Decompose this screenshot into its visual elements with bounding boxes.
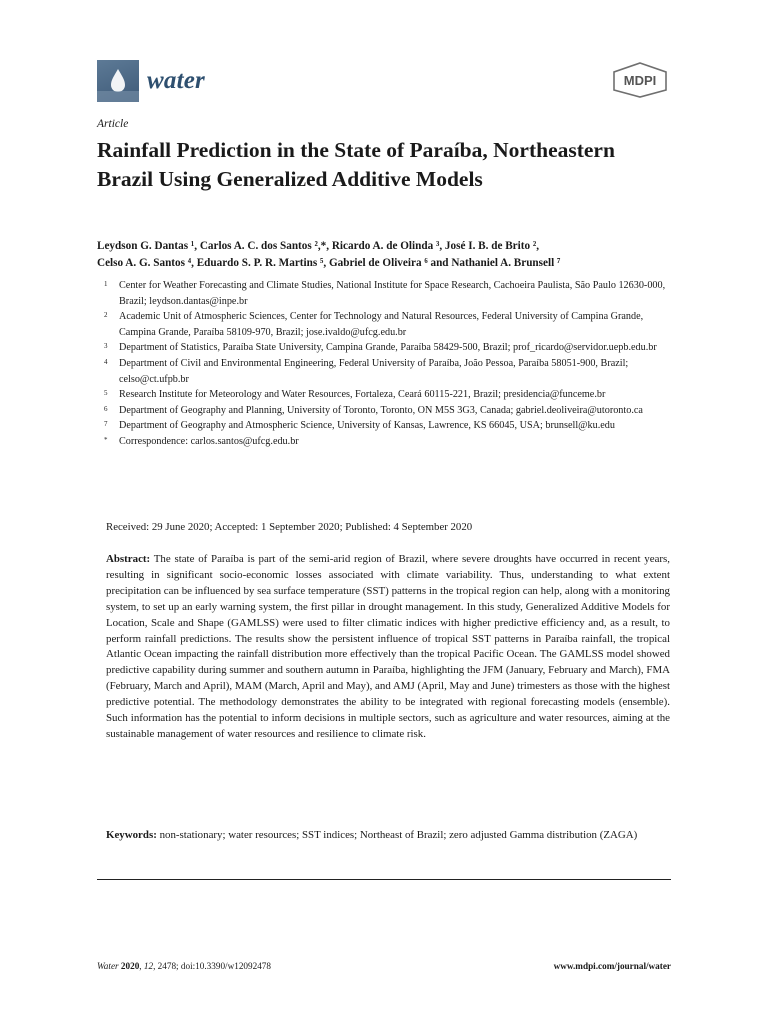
abstract <box>106 552 670 743</box>
affiliation-item <box>104 356 674 387</box>
publication-dates: Received: 29 June 2020; Accepted: 1 September 2020; Published: 4 September 2020 <box>106 521 473 533</box>
journal-logo[interactable] <box>97 60 205 102</box>
affiliation-marker: * <box>104 435 108 444</box>
abstract-text: The state of Paraíba is part of the semi-arid region of Brazil, where severe droughts have occurred in recent years, resulting in significant socio-economic losses associated with climate variability. Thus, understanding to what extent precipitation can be influenced by sea surface temperature (SST) patterns in the tropical region can help, along with a monitoring system, to set up an early warning system, the first pillar in drought management. In this study, Generalized Additive Models for Location, Scale and Shape (GAMLSS) were used to filter climatic indices with higher predictive efficiency and, as a result, to perform rainfall predictions. The results show the persistent influence of tropical SST patterns in Paraíba rainfall, the tropical Atlantic Ocean impacting the rainfall distribution more effectively than the tropical Pacific Ocean. The GAMLSS model showed predictive capability during summer and southern autumn in Paraíba, highlighting the JFM (January, February and March), FMA (February, March and April), MAM (March, April and May), and AMJ (April, May and June) trimesters as those with the highest predictive potential. The methodology demonstrates the ability to be integrated with regional forecasting models (ensemble). Such information has the potential to inform decisions in multiple sectors, such as agriculture and water resources, aiming at the sustainable management of water resources and resilience to climate risk. <box>106 553 670 740</box>
affiliation-text: Department of Statistics, Paraíba State University, Campina Grande, Paraíba 58429-500, Brazil; prof_ricardo@servidor.uepb.edu.br <box>119 342 657 354</box>
affiliation-text: Correspondence: carlos.santos@ufcg.edu.br <box>119 435 299 447</box>
water-drop-icon <box>97 60 139 102</box>
footer-volume: 12 <box>143 961 154 971</box>
affiliation-text: Center for Weather Forecasting and Climate Studies, National Institute for Space Research, Cachoeira Paulista, São Paulo 12630-000, Brazil; leydson.dantas@inpe.br <box>119 280 666 307</box>
affiliation-item <box>104 278 674 309</box>
footer-doi: , 2478; doi:10.3390/w12092478 <box>153 961 271 971</box>
author-line: Celso A. G. Santos ⁴, Eduardo S. P. R. Martins ⁵, Gabriel de Oliveira ⁶ and Nathaniel A. Brunsell ⁷ <box>97 257 561 269</box>
affiliation-marker: 1 <box>104 280 108 288</box>
affiliation-text: Department of Geography and Atmospheric Science, University of Kansas, Lawrence, KS 66045, USA; brunsell@ku.edu <box>119 420 615 432</box>
author-line: Leydson G. Dantas ¹, Carlos A. C. dos Santos ²,*, Ricardo A. de Olinda ³, José I. B. de Brito ², <box>97 240 540 252</box>
footer-year: 2020 <box>120 961 140 971</box>
article-type: Article <box>97 118 129 130</box>
divider <box>97 879 671 880</box>
affiliation-item <box>104 387 674 403</box>
author-list <box>97 238 677 272</box>
affiliation-item <box>104 403 674 419</box>
keywords <box>106 828 670 844</box>
affiliation-list <box>104 278 674 450</box>
article-title: Rainfall Prediction in the State of Paraíba, Northeastern Brazil Using Generalized Additive Models <box>97 138 615 191</box>
affiliation-item <box>104 340 674 356</box>
affiliation-marker: 2 <box>104 311 108 320</box>
footer-journal: Water <box>97 961 119 971</box>
affiliation-item <box>104 434 674 450</box>
affiliation-item <box>104 418 674 434</box>
affiliation-text: Department of Civil and Environmental Engineering, Federal University of Paraíba, João Pessoa, Paraíba 58051-900, Brazil; celso@ct.ufpb.br <box>119 357 629 385</box>
affiliation-text: Academic Unit of Atmospheric Sciences, Center for Technology and Natural Resources, Federal University of Campina Grande, Campina Grande, Paraíba 58109-970, Brazil; jose.ivaldo@ufcg.edu.br <box>119 311 644 338</box>
publisher-name: MDPI <box>623 73 657 88</box>
affiliation-item <box>104 309 674 340</box>
affiliation-text: Department of Geography and Planning, University of Toronto, Toronto, ON M5S 3G3, Canada; gabriel.deoliveira@utoronto.ca <box>119 404 643 416</box>
citation-footer: Water 2020, 12, 2478; doi:10.3390/w12092478 <box>97 961 271 971</box>
affiliation-marker: 6 <box>104 404 108 413</box>
affiliation-text: Research Institute for Meteorology and Water Resources, Fortaleza, Ceará 60115-221, Brazil; presidencia@funceme.br <box>119 389 606 401</box>
affiliation-marker: 4 <box>104 357 108 366</box>
abstract-label: Abstract: <box>106 553 151 565</box>
journal-name: water <box>147 67 205 94</box>
keywords-label: Keywords: <box>106 829 157 841</box>
affiliation-marker: 7 <box>104 420 108 429</box>
publisher-logo[interactable] <box>611 62 669 102</box>
keywords-text: non-stationary; water resources; SST indices; Northeast of Brazil; zero adjusted Gamma distribution (ZAGA) <box>159 829 638 841</box>
affiliation-marker: 5 <box>104 389 108 398</box>
journal-url-link[interactable]: www.mdpi.com/journal/water <box>553 961 671 971</box>
affiliation-marker: 3 <box>104 342 108 351</box>
